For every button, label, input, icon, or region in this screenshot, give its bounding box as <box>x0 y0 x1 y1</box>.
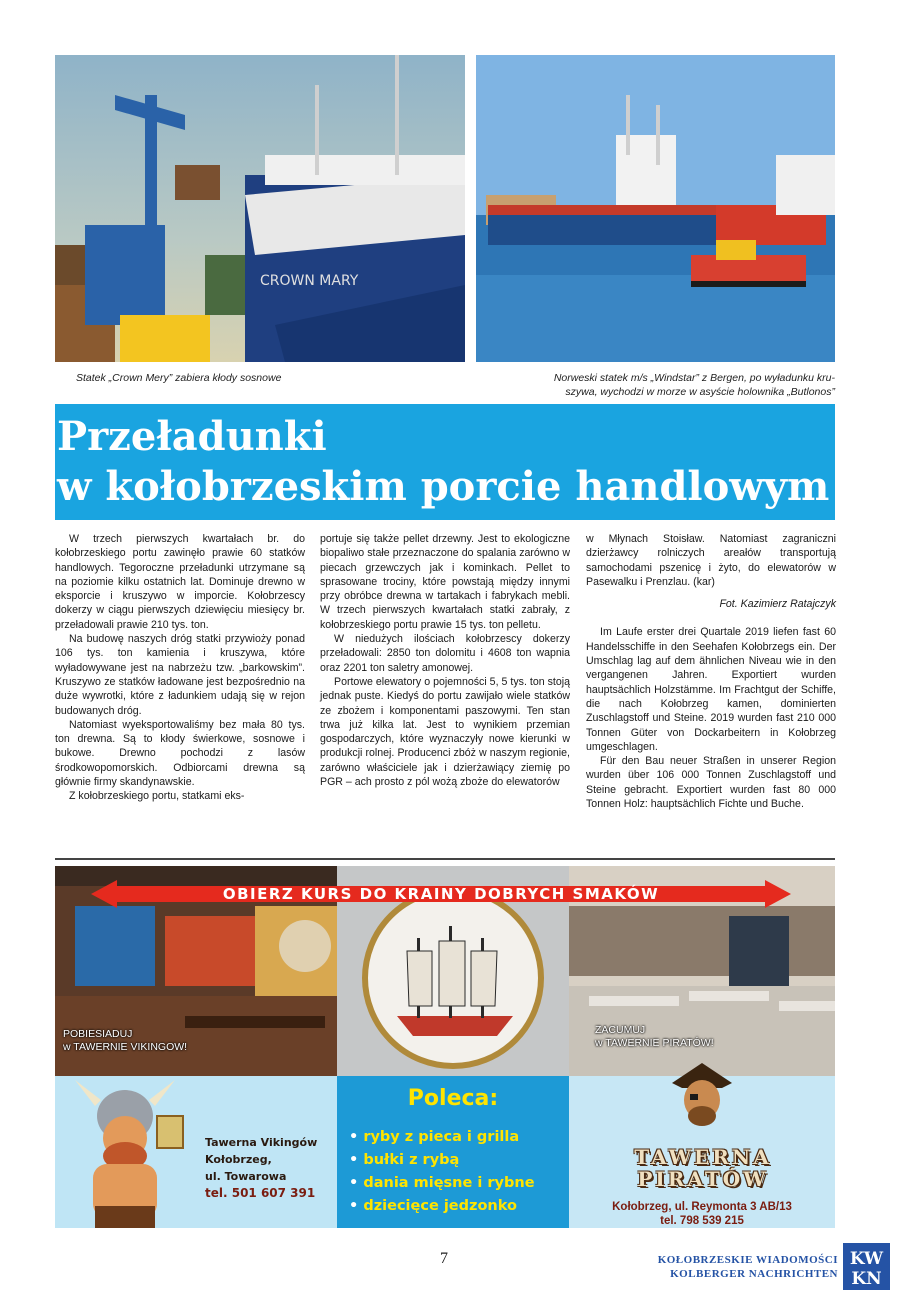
article-paragraph: Natomiast wyeksportowaliśmy bez mała 80 tys. ton drewna. Są to kłody świerkowe, sosnowe i bukowe. Drewno pochodzi z lasów środkowopomorskich. Odbiorcami drewna są głównie firmy skandynawskie. <box>55 718 305 789</box>
ad-banner-text: OBIERZ KURS DO KRAINY DOBRYCH SMAKÓW <box>222 885 660 903</box>
article-paragraph: Z kołobrzeskiego portu, statkami eks- <box>69 790 245 803</box>
article-paragraph: portuje się także pellet drzewny. Jest to ekologiczne biopaliwo stałe przeznaczone do spalania zarówno w piecach grzewczych jak i kominkach. Pellet to sprasowane trociny, które powstają między innymi przy obróbce drewna w tartakach i fabrykach mebli. W trzech pierwszych kwartałach statki zabrały, z kołobrzeskiego portu prawie 15 tys. ton pelletu. <box>320 533 570 631</box>
recommendation-item: • bułki z rybą <box>349 1149 535 1172</box>
publication-logo <box>843 1243 890 1290</box>
article-paragraph: W trzech pierwszych kwartałach br. do kołobrzeskiego portu zawinęło prawie 60 statków handlowych. Tegoroczne przeładunki utrzymane są na poziomie kilku ostatnich lat. Dominuje drewno w eksporcie i kruszywo w imporcie. Kołobrzescy dokerzy w ciągu pierwszych dziewięciu miesięcy br. przeładowali prawie 210 tys. ton. <box>55 533 305 631</box>
svg-text:KW: KW <box>849 1249 884 1269</box>
headline-line2: w kołobrzeskim porcie handlowym <box>57 463 830 510</box>
publication-name-pl: KOŁOBRZESKIE WIADOMOŚCI <box>657 1254 838 1266</box>
ad-viking-tavern <box>55 1076 337 1228</box>
ad-label-viking-line1: POBIESIADUJ <box>63 1028 133 1040</box>
article-paragraph: W niedużych ilościach kołobrzescy dokerzy przeładowali: 2850 ton dolomitu i 4608 ton wapnia oraz 2201 ton saletry amonowej. <box>320 633 570 674</box>
recommendation-item: • dania mięsne i rybne <box>349 1172 535 1195</box>
article-column-1 <box>55 532 305 804</box>
viking-tavern-phone: tel. 501 607 391 <box>205 1186 316 1200</box>
ship-name-crown-mary: CROWN MARY <box>260 273 359 289</box>
article-paragraph: Portowe elewatory o pojemności 5, 5 tys. ton stoją jednak puste. Kiedyś do portu zawijało wiele statków ze zbożem i komponentami paszowymi. Ten stan trwa już kilka lat. Jest to wynikiem przemian gospodarczych, które wyznaczyły nowe kierunki w produkcji rolnej. Producenci zbóż w naszym regionie, zarówno właściciele jak i dzierżawiący ziemię po PGR – ach prosto z pól wożą zboże do elewatorów <box>320 675 570 789</box>
headline-band <box>55 404 835 520</box>
svg-text:KN: KN <box>851 1269 882 1289</box>
article-column-3 <box>586 532 836 811</box>
publication-name-de: KOLBERGER NACHRICHTEN <box>670 1268 838 1280</box>
ad-recommendations <box>337 1076 569 1228</box>
viking-tavern-city: Kołobrzeg, <box>205 1153 272 1166</box>
photo-credit: Fot. Kazimierz Ratajczyk <box>719 598 836 611</box>
recommendations-title: Poleca: <box>407 1086 499 1111</box>
photo-caption-right <box>476 371 835 399</box>
photo-caption-right-line2: szywa, wychodzi w morze w asyście holownika „Butlonos” <box>565 386 835 398</box>
pirate-mascot-illustration <box>667 1058 737 1128</box>
ad-photo-strip <box>55 866 835 1076</box>
viking-mascot-illustration <box>65 1076 205 1228</box>
article-column-2 <box>320 532 570 789</box>
photo-caption-left: Statek „Crown Mery” zabiera kłody sosnowe <box>76 372 282 384</box>
publication-name <box>640 1253 838 1281</box>
ad-label-viking <box>63 1028 187 1054</box>
headline-line1: Przeładunki <box>57 413 327 460</box>
pirate-tavern-logo <box>593 1146 813 1190</box>
section-divider <box>55 858 835 860</box>
ad-label-pirates-line1: ZACUMUJ <box>595 1024 646 1036</box>
article-paragraph: Na budowę naszych dróg statki przywioży ponad 106 tys. ton kamienia i kruszywa, które wyładowywane jest na nabrzeżu tzw. „barkowskim”. Kruszywo ze statków ładowane jest bezpośrednio na duże wywrotki, które z ładunkiem udają się w rejon budowanych dróg. <box>55 633 305 717</box>
restaurant-advertisement <box>55 866 835 1228</box>
ad-pirate-tavern <box>569 1076 835 1228</box>
recommendations-list <box>349 1126 535 1218</box>
viking-tavern-name: Tawerna Vikingów <box>205 1136 318 1149</box>
ad-banner-arrow <box>91 880 791 908</box>
article-paragraph-pl-end: w Młynach Stoisław. Natomiast zagraniczni dzierżawcy rolniczych areałów transportują samochodami pszenicę i żyto, do elewatorów w Pasewalku i Prenzlau. (kar) <box>586 533 836 588</box>
ad-label-pirates <box>595 1024 714 1050</box>
viking-tavern-street: ul. Towarowa <box>205 1170 287 1183</box>
ad-label-pirates-line2: w TAWERNIE PIRATÓW! <box>595 1037 714 1049</box>
photo-caption-right-line1: Norweski statek m/s „Windstar” z Bergen, po wyładunku kru- <box>553 372 835 384</box>
article-headline <box>55 404 835 512</box>
page-number: 7 <box>440 1250 448 1267</box>
photo-crown-mary <box>55 55 465 362</box>
pirate-tavern-contact <box>569 1200 835 1228</box>
pirate-tavern-address: Kołobrzeg, ul. Reymonta 3 AB/13 <box>612 1201 792 1213</box>
recommendation-item: • ryby z pieca i grilla <box>349 1126 535 1149</box>
recommendation-item: • dziecięce jedzonko <box>349 1195 535 1218</box>
pirate-tavern-phone: tel. 798 539 215 <box>660 1215 744 1227</box>
photo-windstar <box>476 55 835 362</box>
article-paragraph-de: Im Laufe erster drei Quartale 2019 liefen fast 60 Handelsschiffe in den Seehafen Kołobrzegs ein. Der Umschlag lag auf dem ähnlichen Niveau wie in den vergangenen Jahren. Exportiert wurden hauptsächlich Holzstämme. Im Frachtgut der Schiffe, die nach Kołobrzeg kamen, dominierten Zuschlagstoff und Steine. 2019 wurden fast 210 000 Tonnen Güter von Dockarbeitern in Kołobrzeg umgeschlagen. <box>586 626 836 753</box>
viking-tavern-info <box>205 1134 317 1202</box>
pirate-tavern-logo-line2: PIRATÓW <box>637 1167 769 1191</box>
ad-label-viking-line2: w TAWERNIE VIKINGOW! <box>63 1041 188 1053</box>
article-paragraph-de: Für den Bau neuer Straßen in unserer Region wurden über 106 000 Tonnen Zuschlagstoff und Steine gebracht. Exportiert wurden fast 80 000 Tonnen Holz: hauptsächlich Fichte und Buche. <box>586 755 836 811</box>
pirate-tavern-logo-line1: TAWERNA <box>634 1145 772 1169</box>
